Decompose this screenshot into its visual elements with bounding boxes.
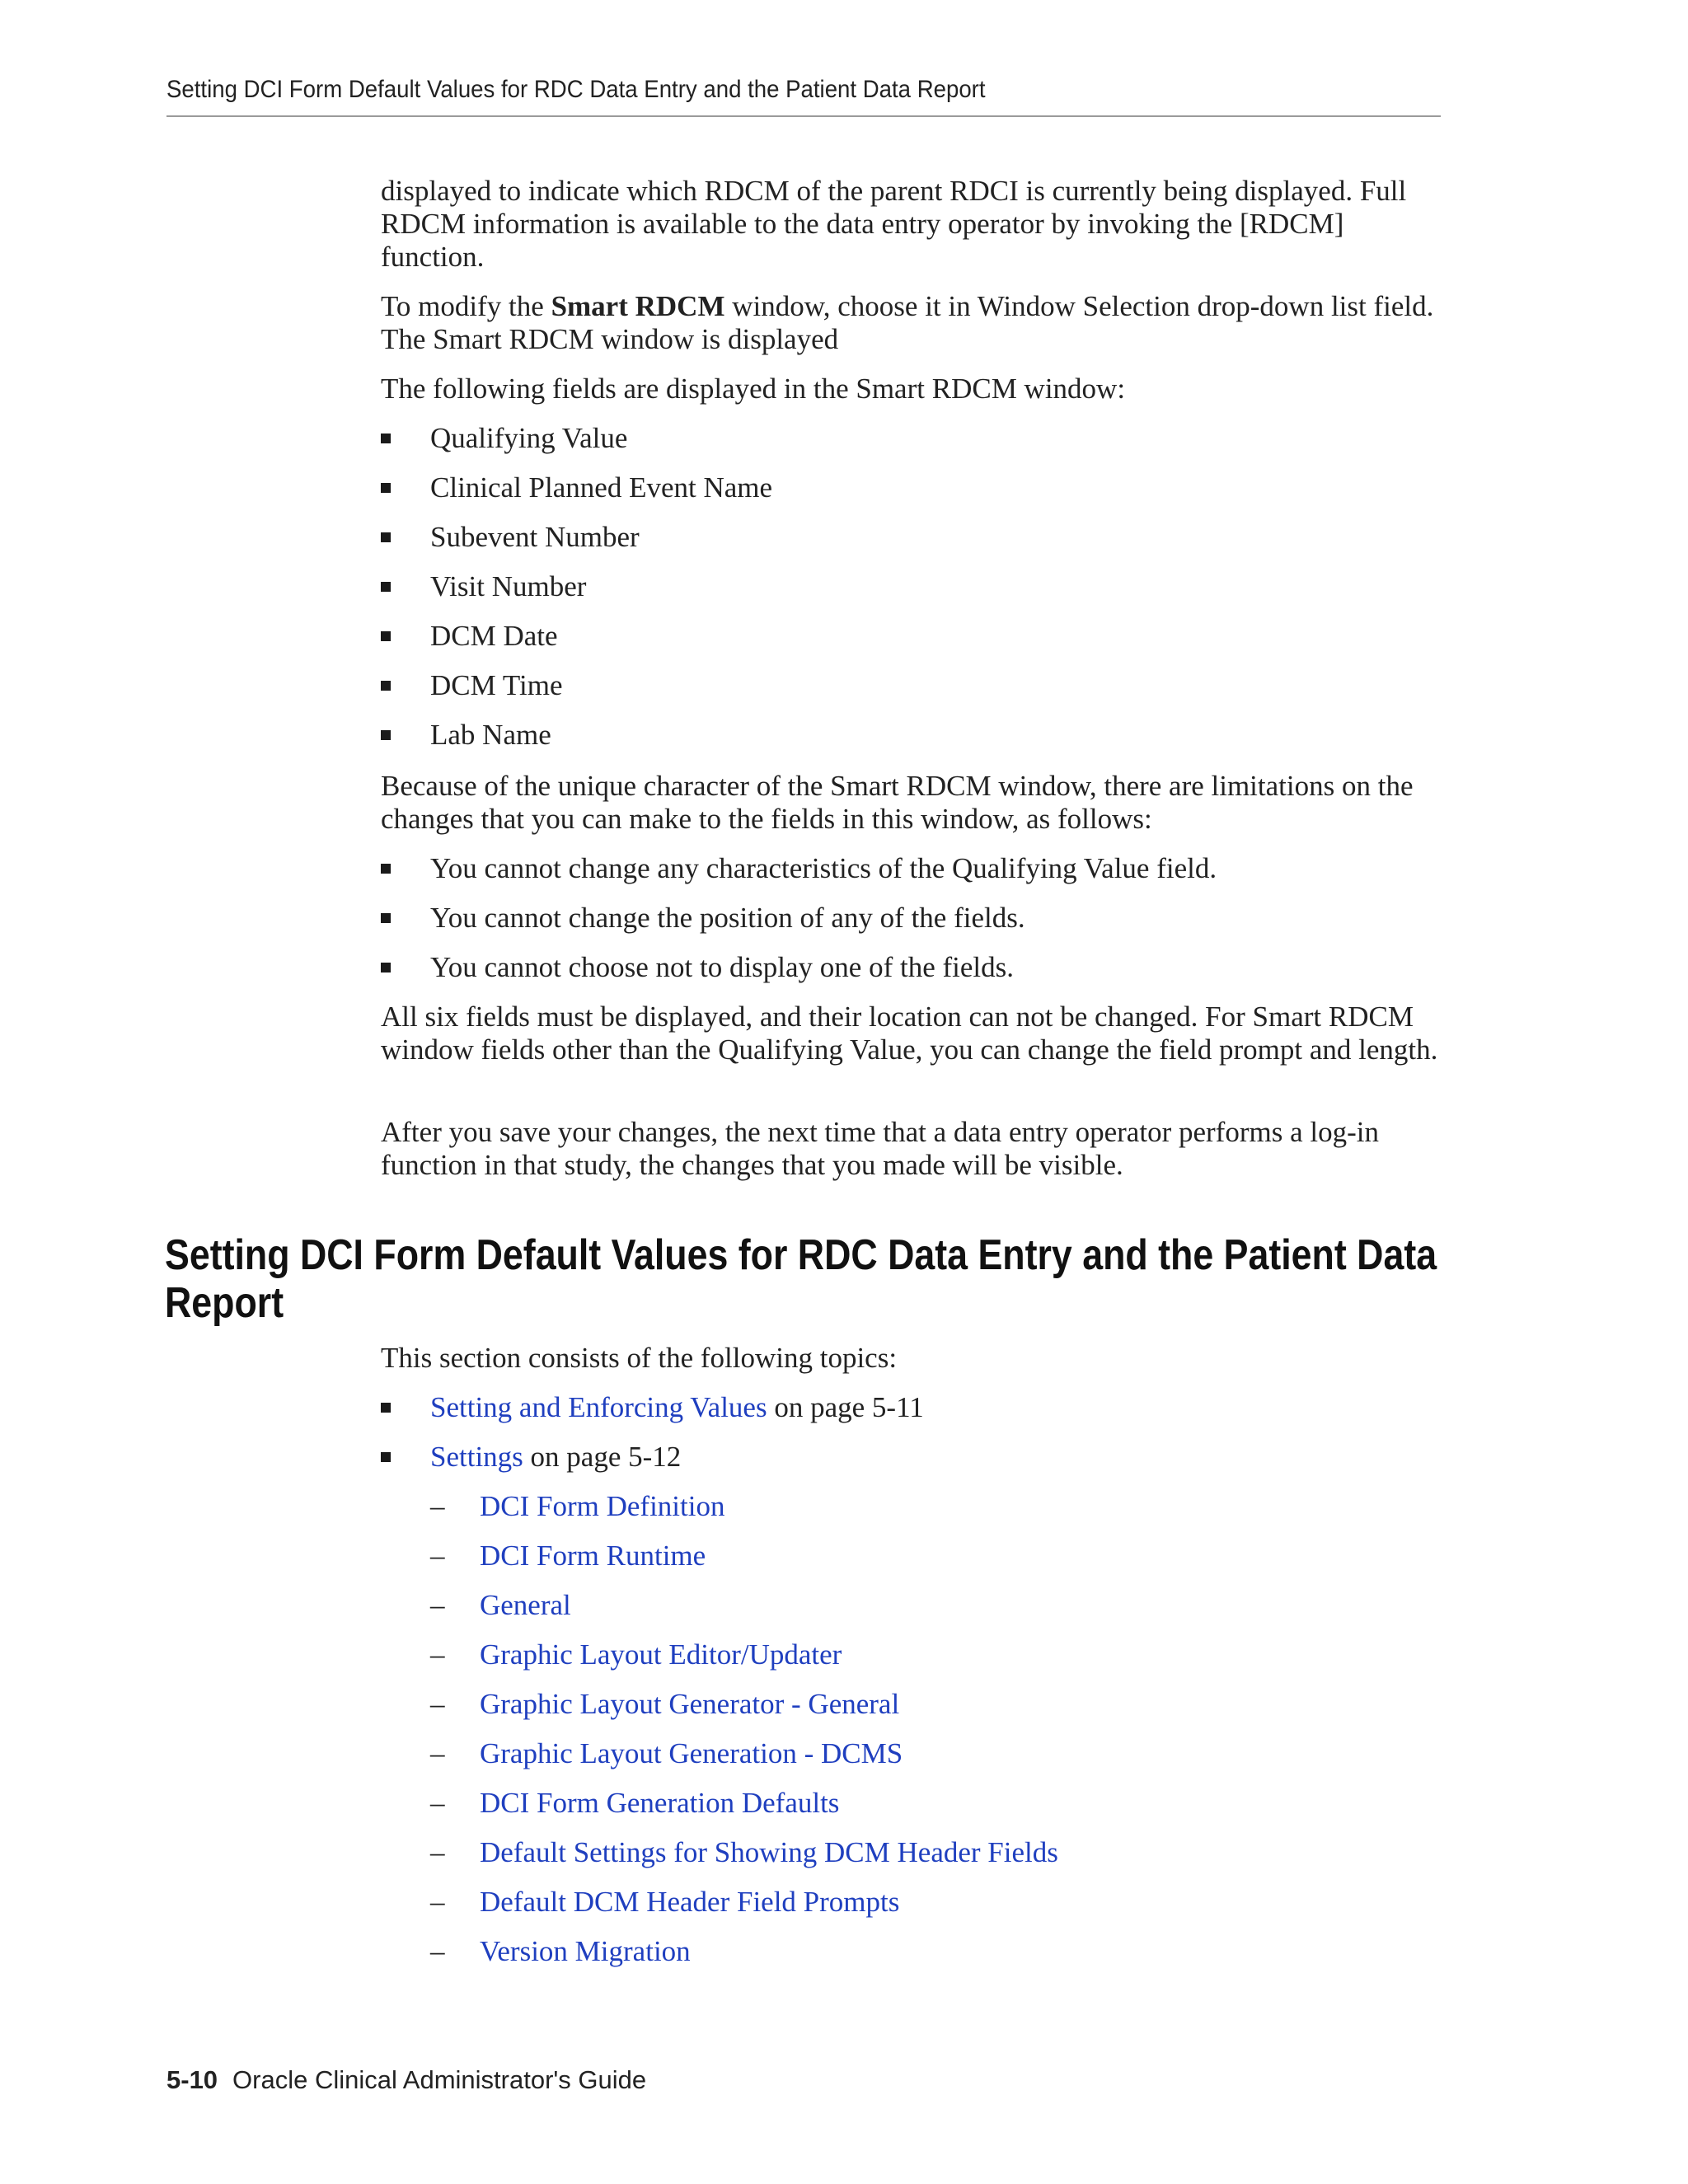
bullet-square-icon [381, 913, 391, 923]
list-item-text: DCM Time [430, 669, 563, 701]
bullet-square-icon [381, 434, 391, 443]
intro-p2-before: To modify the [381, 290, 551, 322]
list-item-text: Visit Number [430, 570, 587, 602]
intro-paragraph-3: The following fields are displayed in the Smart RDCM window: [381, 373, 1126, 405]
bullet-square-icon [381, 631, 391, 641]
list-item-text: Lab Name [430, 719, 551, 751]
intro-p2-after: window, choose it in Window Selection drop-down list field. The Smart RDCM window is displayed [381, 290, 1434, 355]
intro-paragraph-2 [381, 290, 1444, 356]
page-footer [166, 2065, 646, 2095]
dash-marker: – [430, 1688, 445, 1720]
link-general[interactable]: General [480, 1589, 571, 1621]
link-settings[interactable]: Settings [430, 1441, 523, 1473]
dash-marker: – [430, 1638, 445, 1671]
all-six-paragraph: All six fields must be displayed, and their location can not be changed. For Smart RDCM window fields other than the Qualifying Value, you can change the field prompt and length. [381, 1001, 1438, 1066]
link-default-settings-dcm-header-fields[interactable]: Default Settings for Showing DCM Header Fields [480, 1836, 1058, 1868]
limitations-intro: Because of the unique character of the Smart RDCM window, there are limitations on the changes that you can make to the fields in this window, as follows: [381, 770, 1414, 835]
intro-paragraph-1: displayed to indicate which RDCM of the parent RDCI is currently being displayed. Full RDCM information is available to the data entry operator by invoking the [RDCM] function. [381, 175, 1407, 273]
link-default-dcm-header-field-prompts[interactable]: Default DCM Header Field Prompts [480, 1886, 900, 1918]
bullet-square-icon [381, 864, 391, 874]
bullet-square-icon [381, 582, 391, 592]
link-dci-form-definition[interactable]: DCI Form Definition [480, 1490, 725, 1522]
header-divider [166, 115, 1441, 117]
section-intro: This section consists of the following topics: [381, 1342, 898, 1374]
link-version-migration[interactable]: Version Migration [480, 1935, 691, 1967]
link-graphic-layout-generation-dcms[interactable]: Graphic Layout Generation - DCMS [480, 1737, 903, 1769]
dash-marker: – [430, 1589, 445, 1621]
list-item-text: Qualifying Value [430, 422, 628, 454]
page-reference: on page 5-12 [523, 1441, 682, 1473]
link-setting-and-enforcing-values[interactable]: Setting and Enforcing Values [430, 1391, 767, 1423]
bullet-square-icon [381, 963, 391, 972]
smart-rdcm-bold: Smart RDCM [551, 290, 725, 322]
link-dci-form-generation-defaults[interactable]: DCI Form Generation Defaults [480, 1787, 840, 1819]
dash-marker: – [430, 1490, 445, 1522]
bullet-square-icon [381, 483, 391, 493]
bullet-square-icon [381, 532, 391, 542]
after-save-paragraph: After you save your changes, the next time that a data entry operator performs a log-in function in that study, the changes that you made will be visible. [381, 1116, 1379, 1181]
bullet-square-icon [381, 730, 391, 740]
dash-marker: – [430, 1935, 445, 1967]
link-graphic-layout-editor-updater[interactable]: Graphic Layout Editor/Updater [480, 1638, 842, 1671]
link-dci-form-runtime[interactable]: DCI Form Runtime [480, 1540, 706, 1572]
list-item-text: Clinical Planned Event Name [430, 471, 773, 504]
list-item-text: You cannot change any characteristics of the Qualifying Value field. [430, 852, 1217, 884]
footer-page-number: 5-10 [166, 2065, 218, 2094]
list-item-text: DCM Date [430, 620, 558, 652]
bullet-square-icon [381, 1452, 391, 1462]
bullet-square-icon [381, 681, 391, 691]
dash-marker: – [430, 1886, 445, 1918]
list-item-text: You cannot choose not to display one of the fields. [430, 951, 1015, 983]
dash-marker: – [430, 1737, 445, 1769]
list-item-text: You cannot change the position of any of the fields. [430, 902, 1025, 934]
running-header: Setting DCI Form Default Values for RDC Data Entry and the Patient Data Report [166, 76, 986, 103]
dash-marker: – [430, 1787, 445, 1819]
list-item-text: Subevent Number [430, 521, 640, 553]
link-graphic-layout-generator-general[interactable]: Graphic Layout Generator - General [480, 1688, 900, 1720]
dash-marker: – [430, 1836, 445, 1868]
footer-book-title: Oracle Clinical Administrator's Guide [232, 2065, 647, 2094]
dash-marker: – [430, 1540, 445, 1572]
page-reference: on page 5-11 [767, 1391, 924, 1423]
bullet-square-icon [381, 1403, 391, 1413]
section-heading: Setting DCI Form Default Values for RDC Data Entry and the Patient Data Report [165, 1231, 1437, 1327]
